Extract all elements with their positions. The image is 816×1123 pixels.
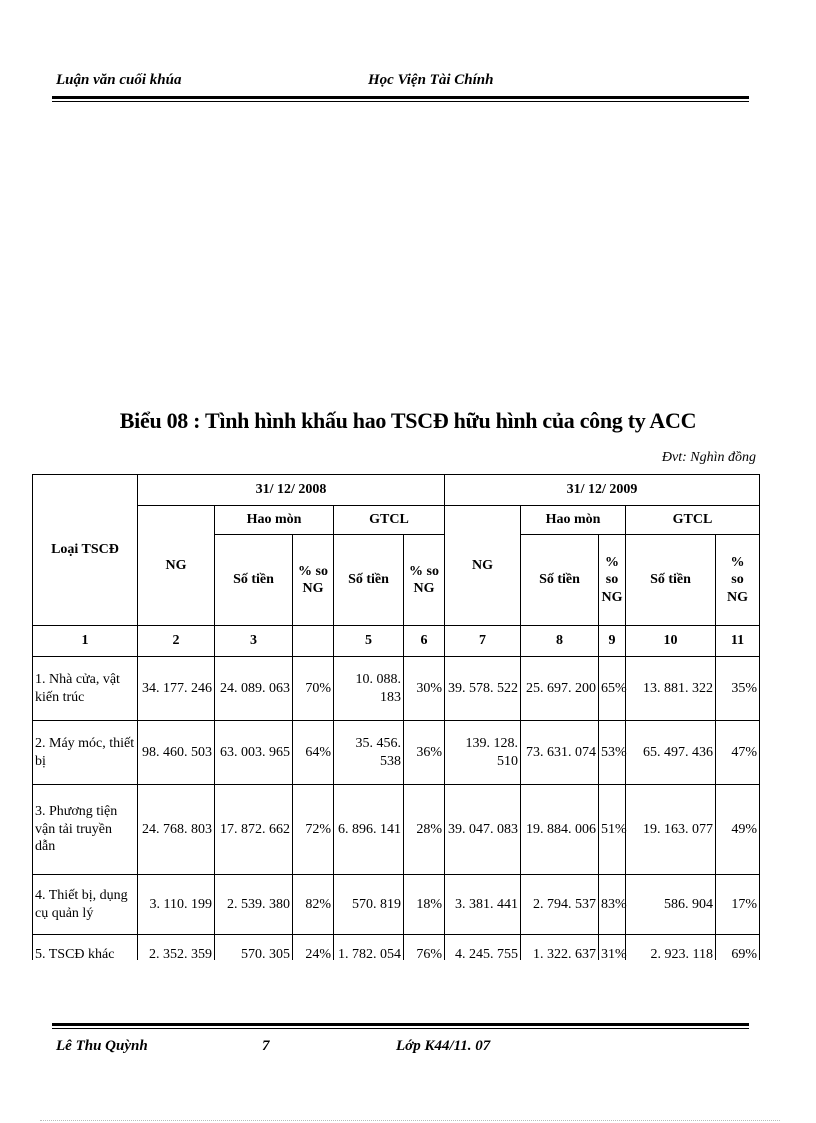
cell-hm1: 570. 305 [215,935,293,961]
cell-hm2: 1. 322. 637 [521,935,599,961]
page-bottom-dotted-line [40,1120,780,1121]
cell-ng2: 39. 047. 083 [445,785,521,875]
row-asset-type: 5. TSCĐ khác [33,935,138,961]
cell-hm1: 2. 539. 380 [215,875,293,935]
cell-hm2: 25. 697. 200 [521,657,599,721]
column-index: 5 [334,626,404,657]
col-header-2008: 31/ 12/ 2008 [138,475,445,506]
cell-hm2p: 83% [599,875,626,935]
cell-gt1p: 36% [404,721,445,785]
cell-hm2p: 51% [599,785,626,875]
header-center: Học Viện Tài Chính [368,72,494,88]
cell-hm2: 73. 631. 074 [521,721,599,785]
cell-hm2p: 53% [599,721,626,785]
cell-ng2: 3. 381. 441 [445,875,521,935]
col-header-sotien: Số tiền [334,535,404,626]
column-index: 6 [404,626,445,657]
header-left: Luận văn cuối khúa [56,72,182,88]
col-header-gtcl-2009: GTCL [626,506,760,535]
cell-hm1p: 72% [293,785,334,875]
cell-gt2p: 69% [716,935,760,961]
column-index: 10 [626,626,716,657]
cell-gt2p: 49% [716,785,760,875]
col-header-sotien: Số tiền [626,535,716,626]
col-header-haomon-2008: Hao mòn [215,506,334,535]
table-row [33,875,760,935]
cell-gt2: 586. 904 [626,875,716,935]
header-rule-thin [52,101,749,102]
footer-rule-thin [52,1028,749,1029]
cell-hm1: 24. 089. 063 [215,657,293,721]
table-row [33,935,760,961]
column-index: 7 [445,626,521,657]
cell-hm1p: 82% [293,875,334,935]
col-header-sotien: Số tiền [215,535,293,626]
cell-gt1: 570. 819 [334,875,404,935]
row-asset-type: 3. Phương tiện vận tải truyền dẫn [33,785,138,875]
cell-gt1: 35. 456. 538 [334,721,404,785]
cell-gt1: 6. 896. 141 [334,785,404,875]
col-header-pct: % so NG [716,535,760,626]
row-asset-type: 4. Thiết bị, dụng cụ quản lý [33,875,138,935]
col-header-gtcl-2008: GTCL [334,506,445,535]
col-header-pct: % so NG [599,535,626,626]
cell-ng1: 98. 460. 503 [138,721,215,785]
col-header-sotien: Số tiền [521,535,599,626]
table-title: Biểu 08 : Tình hình khấu hao TSCĐ hữu hình của công ty ACC [119,408,697,433]
cell-gt1: 1. 782. 054 [334,935,404,961]
cell-gt2: 19. 163. 077 [626,785,716,875]
cell-hm2p: 65% [599,657,626,721]
column-index [293,626,334,657]
table-row [33,657,760,721]
table-row [33,785,760,875]
row-asset-type: 2. Máy móc, thiết bị [33,721,138,785]
col-header-ng-2008: NG [138,506,215,626]
cell-ng1: 3. 110. 199 [138,875,215,935]
cell-hm1p: 24% [293,935,334,961]
footer-page-number: 7 [262,1038,270,1054]
unit-label: Đvt: Nghìn đồng [661,450,756,465]
depreciation-table [32,474,760,960]
cell-gt1p: 18% [404,875,445,935]
col-header-pct: % so NG [293,535,334,626]
cell-gt1: 10. 088. 183 [334,657,404,721]
cell-gt1p: 28% [404,785,445,875]
column-index: 1 [33,626,138,657]
depreciation-table-container [32,474,762,960]
column-index: 11 [716,626,760,657]
header-rule-thick [52,96,749,99]
cell-ng1: 34. 177. 246 [138,657,215,721]
column-index: 3 [215,626,293,657]
cell-hm2p: 31% [599,935,626,961]
cell-ng1: 2. 352. 359 [138,935,215,961]
row-asset-type: 1. Nhà cửa, vật kiến trúc [33,657,138,721]
cell-ng2: 39. 578. 522 [445,657,521,721]
cell-hm1: 17. 872. 662 [215,785,293,875]
col-header-pct: % so NG [404,535,445,626]
column-index: 9 [599,626,626,657]
cell-gt2p: 17% [716,875,760,935]
cell-gt2: 2. 923. 118 [626,935,716,961]
col-header-type: Loại TSCĐ [33,475,138,626]
col-header-2009: 31/ 12/ 2009 [445,475,760,506]
cell-hm1p: 64% [293,721,334,785]
cell-gt2: 13. 881. 322 [626,657,716,721]
cell-hm1p: 70% [293,657,334,721]
footer-class: Lớp K44/11. 07 [396,1038,491,1054]
column-index: 8 [521,626,599,657]
col-header-haomon-2009: Hao mòn [521,506,626,535]
cell-ng2: 4. 245. 755 [445,935,521,961]
cell-hm2: 2. 794. 537 [521,875,599,935]
cell-gt2p: 35% [716,657,760,721]
cell-gt1p: 30% [404,657,445,721]
col-header-ng-2009: NG [445,506,521,626]
footer-author: Lê Thu Quỳnh [56,1038,148,1054]
footer-rule-thick [52,1023,749,1026]
cell-gt2p: 47% [716,721,760,785]
cell-gt1p: 76% [404,935,445,961]
cell-ng2: 139. 128. 510 [445,721,521,785]
column-index: 2 [138,626,215,657]
cell-ng1: 24. 768. 803 [138,785,215,875]
cell-hm2: 19. 884. 006 [521,785,599,875]
table-row [33,721,760,785]
cell-gt2: 65. 497. 436 [626,721,716,785]
cell-hm1: 63. 003. 965 [215,721,293,785]
